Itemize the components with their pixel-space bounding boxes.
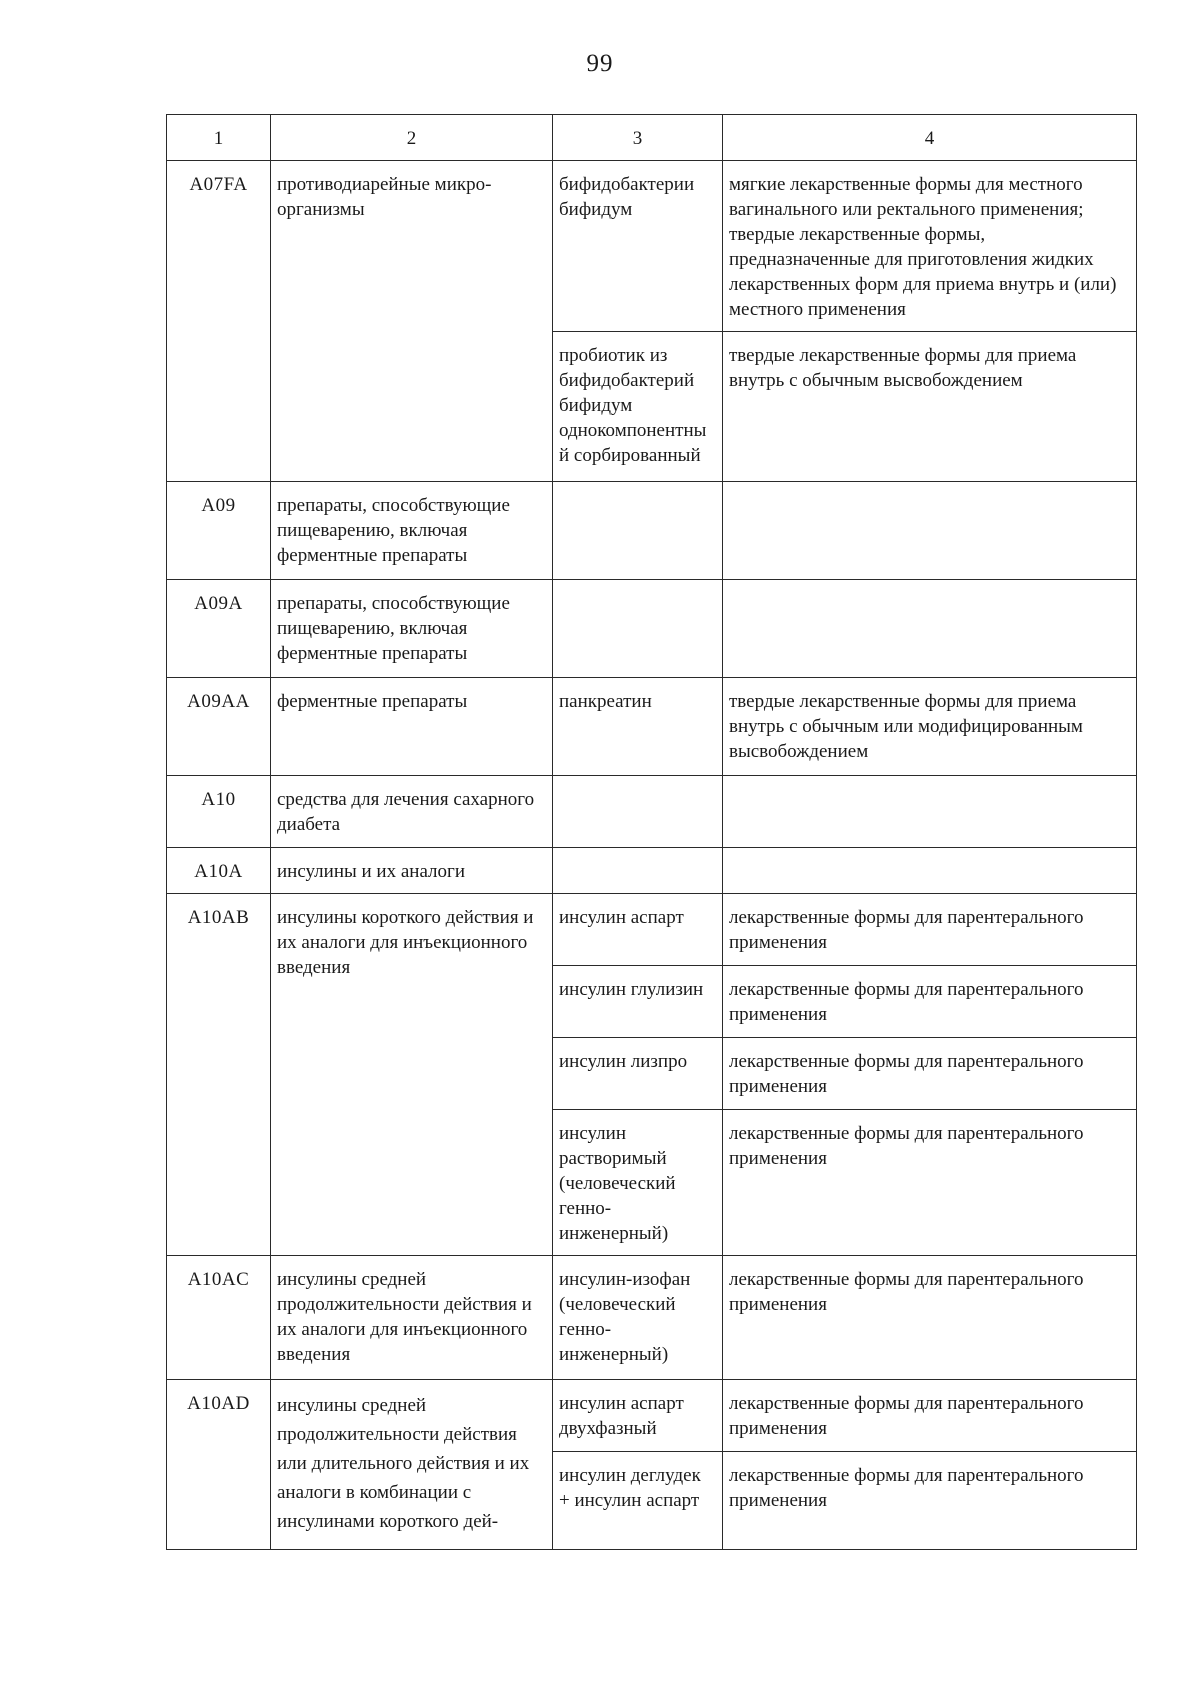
atc-code-cell: A09A: [167, 580, 271, 678]
column-header-3: 3: [553, 115, 723, 161]
column-header-4: 4: [723, 115, 1137, 161]
atc-code-cell: A09AA: [167, 678, 271, 776]
dosage-forms-cell: лекарственные формы для парентерального применения: [723, 894, 1137, 966]
dosage-forms-cell: лекарственные формы для парентерального применения: [723, 1256, 1137, 1380]
substance-cell: инсулин глулизин: [553, 966, 723, 1038]
dosage-forms-cell: лекарственные формы для парентерального применения: [723, 1110, 1137, 1256]
table-row: [167, 678, 1137, 776]
substance-cell: инсулин аспарт двухфазный: [553, 1380, 723, 1452]
atc-group-cell: противодиарейные микро-организмы: [271, 161, 553, 482]
dosage-form-text: мягкие лекарственные формы для местного вагинального или ректального применения;: [729, 174, 1084, 220]
substance-cell: инсулин аспарт: [553, 894, 723, 966]
atc-group-cell: препараты, способствующие пищеварению, включая ферментные препараты: [271, 482, 553, 580]
atc-code-cell: A10AB: [167, 894, 271, 1256]
dosage-form-text: твердые лекарственные формы, предназначенные для приготовления жидких лекарственных форм для приема внутрь и (или) местного применения: [729, 224, 1117, 320]
atc-code-cell: A10AD: [167, 1380, 271, 1550]
table-row: [167, 894, 1137, 966]
atc-group-cell: средства для лечения сахарного диабета: [271, 776, 553, 848]
table-row: [167, 1256, 1137, 1380]
atc-group-cell: препараты, способствующие пищеварению, включая ферментные препараты: [271, 580, 553, 678]
table-row: [167, 161, 1137, 332]
dosage-forms-cell: [723, 776, 1137, 848]
atc-group-cell: инсулины короткого действия и их аналоги для инъекционного введения: [271, 894, 553, 1256]
dosage-forms-cell: лекарственные формы для парентерального применения: [723, 966, 1137, 1038]
dosage-forms-cell: [723, 161, 1137, 332]
dosage-forms-cell: твердые лекарственные формы для приема внутрь с обычным высвобождением: [723, 332, 1137, 482]
drug-classification-table: [166, 114, 1137, 1550]
substance-cell: инсулин деглудек + инсулин аспарт: [553, 1452, 723, 1550]
substance-cell: [553, 580, 723, 678]
page-number: 99: [586, 50, 614, 77]
table-row: [167, 848, 1137, 894]
dosage-forms-cell: [723, 848, 1137, 894]
substance-cell: [553, 776, 723, 848]
dosage-forms-cell: твердые лекарственные формы для приема внутрь с обычным или модифицированным высвобождением: [723, 678, 1137, 776]
table-row: [167, 776, 1137, 848]
substance-cell: бифидобактерии бифидум: [553, 161, 723, 332]
atc-code-cell: A09: [167, 482, 271, 580]
table-row: [167, 580, 1137, 678]
substance-cell: [553, 848, 723, 894]
atc-code-cell: A10AC: [167, 1256, 271, 1380]
substance-cell: инсулин лизпро: [553, 1038, 723, 1110]
column-header-2: 2: [271, 115, 553, 161]
atc-code-cell: A10A: [167, 848, 271, 894]
substance-cell: инсулин растворимый (человеческий генно-инженерный): [553, 1110, 723, 1256]
substance-cell: инсулин-изофан (человеческий генно-инженерный): [553, 1256, 723, 1380]
table-row: [167, 1380, 1137, 1452]
column-header-1: 1: [167, 115, 271, 161]
atc-code-cell: A07FA: [167, 161, 271, 482]
dosage-forms-cell: лекарственные формы для парентерального применения: [723, 1380, 1137, 1452]
dosage-forms-cell: [723, 580, 1137, 678]
atc-code-cell: A10: [167, 776, 271, 848]
dosage-forms-cell: лекарственные формы для парентерального применения: [723, 1452, 1137, 1550]
substance-cell: [553, 482, 723, 580]
table-row: [167, 482, 1137, 580]
atc-group-cell: инсулины средней продолжительности действия или длительного действия и их аналоги в комбинации с инсулинами короткого дей-: [271, 1380, 553, 1550]
dosage-forms-cell: лекарственные формы для парентерального применения: [723, 1038, 1137, 1110]
table-header-row: [167, 115, 1137, 161]
substance-cell: панкреатин: [553, 678, 723, 776]
atc-group-cell: ферментные препараты: [271, 678, 553, 776]
atc-group-cell: инсулины и их аналоги: [271, 848, 553, 894]
atc-group-cell: инсулины средней продолжительности действия и их аналоги для инъекционного введения: [271, 1256, 553, 1380]
substance-cell: пробиотик из бифидобактерий бифидум однокомпонентный сорбированный: [553, 332, 723, 482]
dosage-forms-cell: [723, 482, 1137, 580]
